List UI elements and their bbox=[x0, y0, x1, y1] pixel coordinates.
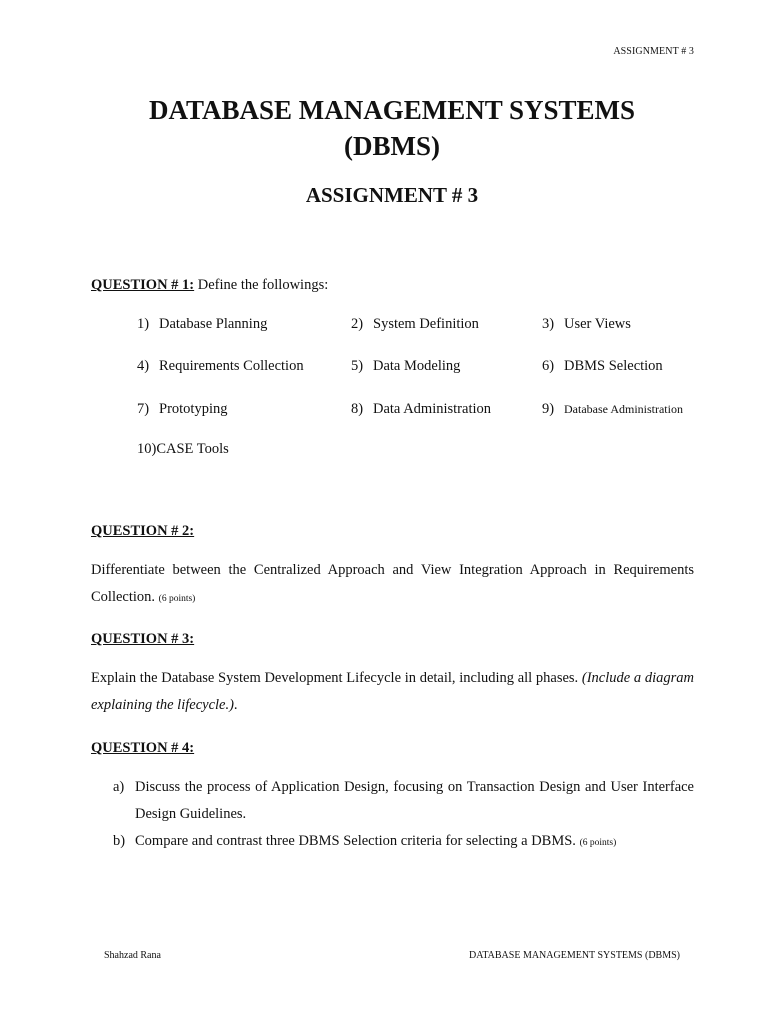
question-3-text: Explain the Database System Development Lifecycle in detail, including all phases. bbox=[91, 670, 579, 686]
list-item bbox=[137, 439, 229, 459]
list-item-text: System Definition bbox=[373, 316, 479, 332]
list-item-text: Prototyping bbox=[159, 401, 228, 417]
title-line-2: (DBMS) bbox=[344, 131, 440, 161]
list-item bbox=[137, 314, 267, 334]
list-item-number: 6) bbox=[542, 358, 555, 374]
points-label: (6 points) bbox=[579, 838, 617, 848]
question-2-body bbox=[91, 557, 694, 613]
list-item bbox=[542, 399, 683, 419]
question-3-suffix: . bbox=[233, 697, 238, 713]
list-item-text: Data Administration bbox=[373, 401, 491, 417]
question-3-note: (Include a diagram explaining the lifecycle.) bbox=[91, 670, 694, 713]
list-item-number: 7) bbox=[137, 401, 150, 417]
footer-author: Shahzad Rana bbox=[104, 950, 161, 961]
item-text-wrap bbox=[135, 828, 694, 857]
list-item-number: 10) bbox=[137, 441, 157, 457]
list-item bbox=[542, 314, 631, 334]
list-item-text: CASE Tools bbox=[156, 441, 229, 457]
question-2-text: Differentiate between the Centralized Approach and View Integration Approach in Requirements Collection. bbox=[91, 562, 694, 605]
list-item bbox=[137, 399, 227, 419]
list-item-text: Database Planning bbox=[159, 316, 268, 332]
list-item-number: 4) bbox=[137, 358, 150, 374]
list-item-text: Database Administration bbox=[564, 402, 683, 416]
list-item bbox=[351, 399, 491, 419]
list-item-text: Requirements Collection bbox=[159, 358, 304, 374]
list-item-number: 9) bbox=[542, 401, 555, 417]
footer-title: DATABASE MANAGEMENT SYSTEMS (DBMS) bbox=[469, 950, 680, 961]
assignment-subtitle: ASSIGNMENT # 3 bbox=[305, 183, 479, 207]
question-4-label: QUESTION # 4: bbox=[91, 740, 195, 756]
question-1-text: Define the followings: bbox=[194, 277, 329, 293]
question-1-heading bbox=[91, 275, 328, 295]
list-item-number: 1) bbox=[137, 316, 150, 332]
item-letter: b) bbox=[113, 833, 126, 849]
running-header: ASSIGNMENT # 3 bbox=[613, 46, 694, 57]
item-letter: a) bbox=[113, 779, 125, 795]
item-text: Discuss the process of Application Design, focusing on Transaction Design and User Interface Design Guidelines. bbox=[135, 779, 694, 822]
list-item bbox=[542, 356, 663, 376]
points-label: (6 points) bbox=[158, 594, 196, 604]
question-4-item-a bbox=[113, 774, 694, 828]
list-item-number: 3) bbox=[542, 316, 555, 332]
list-item-text: User Views bbox=[564, 316, 631, 332]
question-4-item-b bbox=[113, 828, 694, 857]
list-item-text: DBMS Selection bbox=[564, 358, 663, 374]
list-item bbox=[351, 356, 460, 376]
question-2-heading bbox=[91, 521, 194, 541]
list-item-number: 8) bbox=[351, 401, 364, 417]
question-3-label: QUESTION # 3: bbox=[91, 631, 195, 647]
question-3-heading bbox=[91, 629, 194, 649]
question-2-label: QUESTION # 2: bbox=[91, 523, 195, 539]
list-item-text: Data Modeling bbox=[373, 358, 461, 374]
question-1-label: QUESTION # 1: bbox=[91, 277, 195, 293]
item-text: Compare and contrast three DBMS Selection criteria for selecting a DBMS. bbox=[135, 833, 576, 849]
title-line-1: DATABASE MANAGEMENT SYSTEMS bbox=[148, 95, 636, 125]
list-item-number: 5) bbox=[351, 358, 364, 374]
question-3-body bbox=[91, 665, 694, 719]
list-item-number: 2) bbox=[351, 316, 364, 332]
list-item bbox=[137, 356, 304, 376]
list-item bbox=[351, 314, 479, 334]
question-4-heading bbox=[91, 738, 194, 758]
document-title bbox=[0, 92, 768, 164]
